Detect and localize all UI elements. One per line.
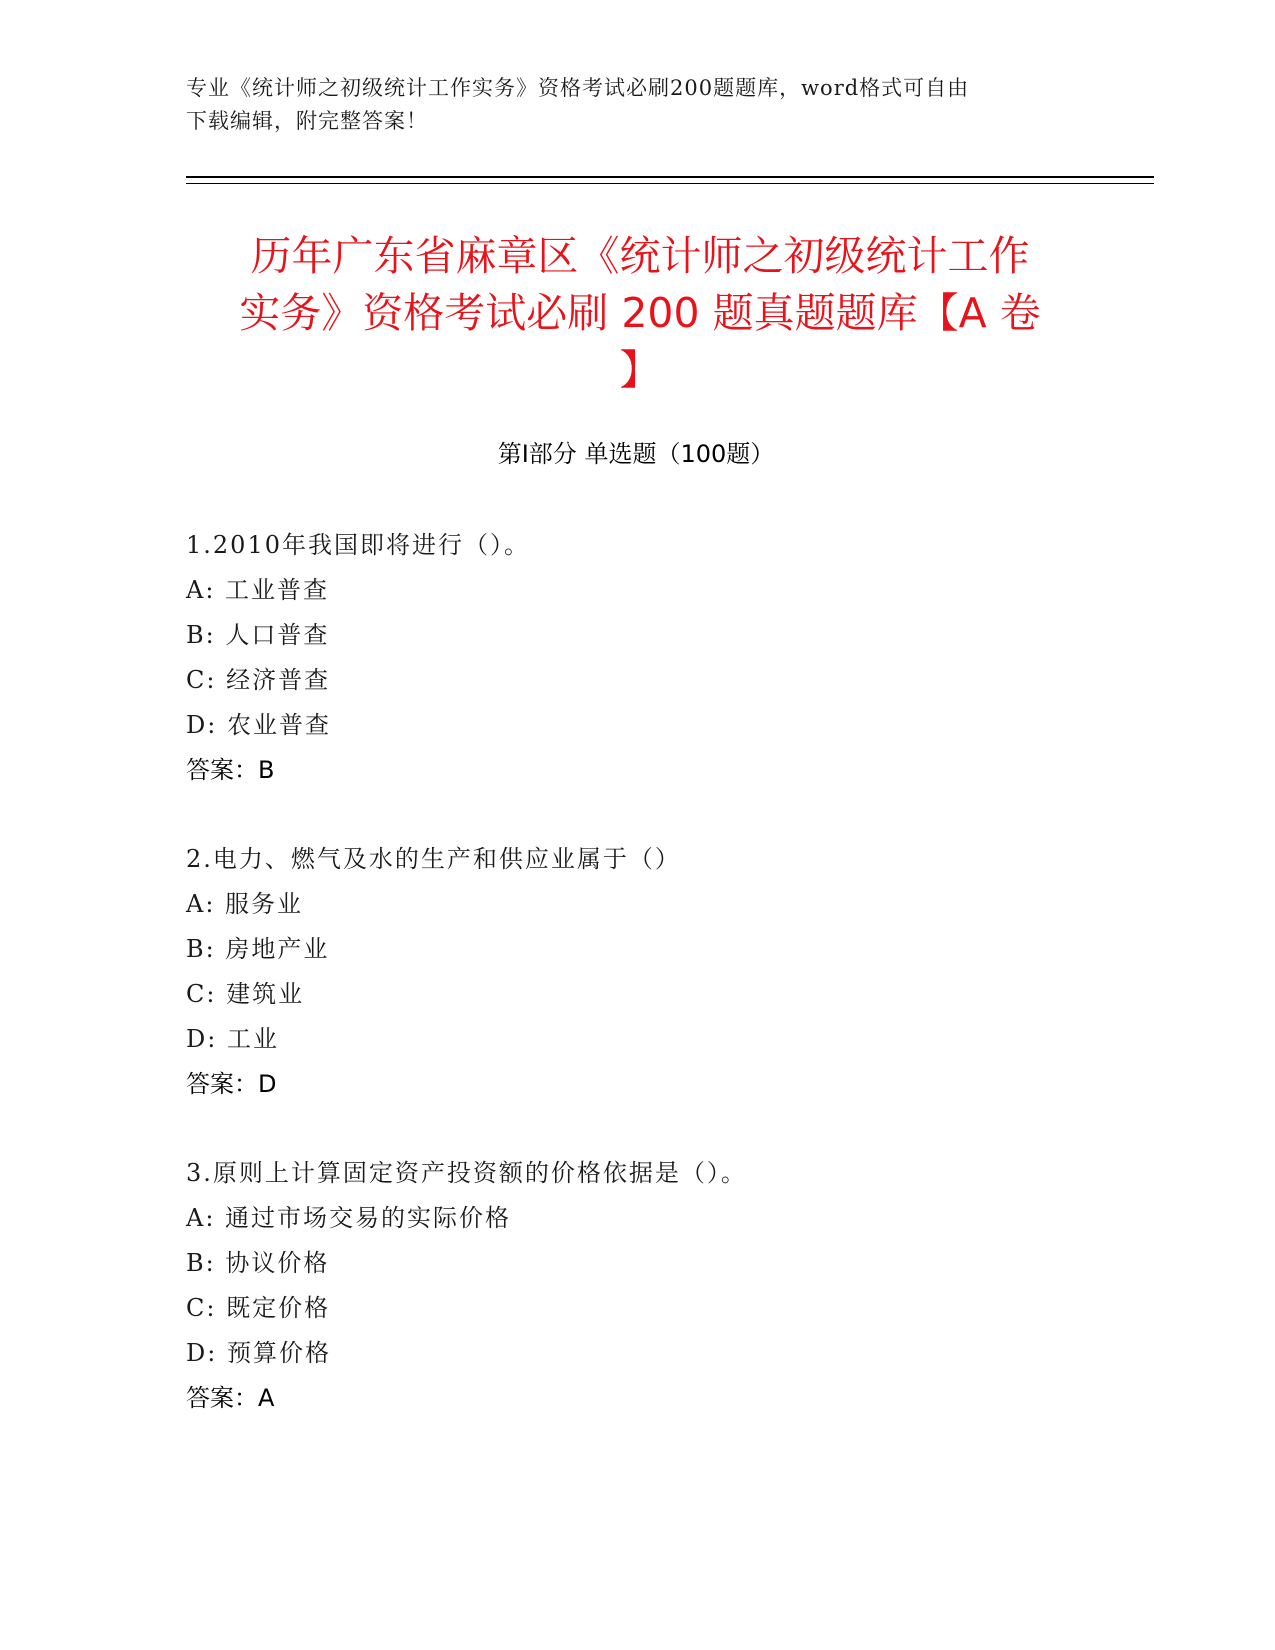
question-answer: 答案：B (186, 756, 275, 784)
question-answer: 答案：D (186, 1070, 277, 1098)
header-divider-thin (186, 183, 1154, 184)
question-item (186, 837, 1086, 1107)
question-option-c: C: 建筑业 (186, 980, 305, 1008)
document-title-line-2: 实务》资格考试必刷 200 题真题题库【A 卷 (239, 289, 1041, 337)
question-option-b: B: 协议价格 (186, 1249, 330, 1277)
question-option-b: B: 人口普查 (186, 621, 330, 649)
question-option-a: A: 工业普查 (186, 576, 330, 604)
document-title-line-3: 】 (619, 346, 661, 394)
question-option-a: A: 服务业 (186, 890, 304, 918)
header-note (186, 72, 1086, 138)
question-option-c: C: 既定价格 (186, 1294, 331, 1322)
question-list (186, 523, 1086, 1465)
question-option-a: A: 通过市场交易的实际价格 (186, 1204, 512, 1232)
question-item (186, 1151, 1086, 1421)
question-option-d: D: 农业普查 (186, 711, 331, 739)
question-option-d: D: 预算价格 (186, 1339, 331, 1367)
question-answer: 答案：A (186, 1384, 275, 1412)
question-text: 2.电力、燃气及水的生产和供应业属于（） (186, 845, 681, 873)
question-text: 3.原则上计算固定资产投资额的价格依据是（）。 (186, 1159, 747, 1187)
header-note-line-1: 专业《统计师之初级统计工作实务》资格考试必刷200题题库，word格式可自由 (186, 76, 970, 100)
question-option-b: B: 房地产业 (186, 935, 330, 963)
question-text: 1.2010年我国即将进行（）。 (186, 531, 530, 559)
document-title (190, 228, 1090, 399)
question-item (186, 523, 1086, 793)
header-note-line-2: 下载编辑，附完整答案！ (186, 109, 428, 133)
document-title-line-1: 历年广东省麻章区《统计师之初级统计工作 (250, 232, 1030, 280)
question-option-c: C: 经济普查 (186, 666, 331, 694)
section-title: 第Ⅰ部分 单选题（100题） (497, 440, 775, 468)
question-option-d: D: 工业 (186, 1025, 279, 1053)
header-divider-thick (186, 176, 1154, 178)
